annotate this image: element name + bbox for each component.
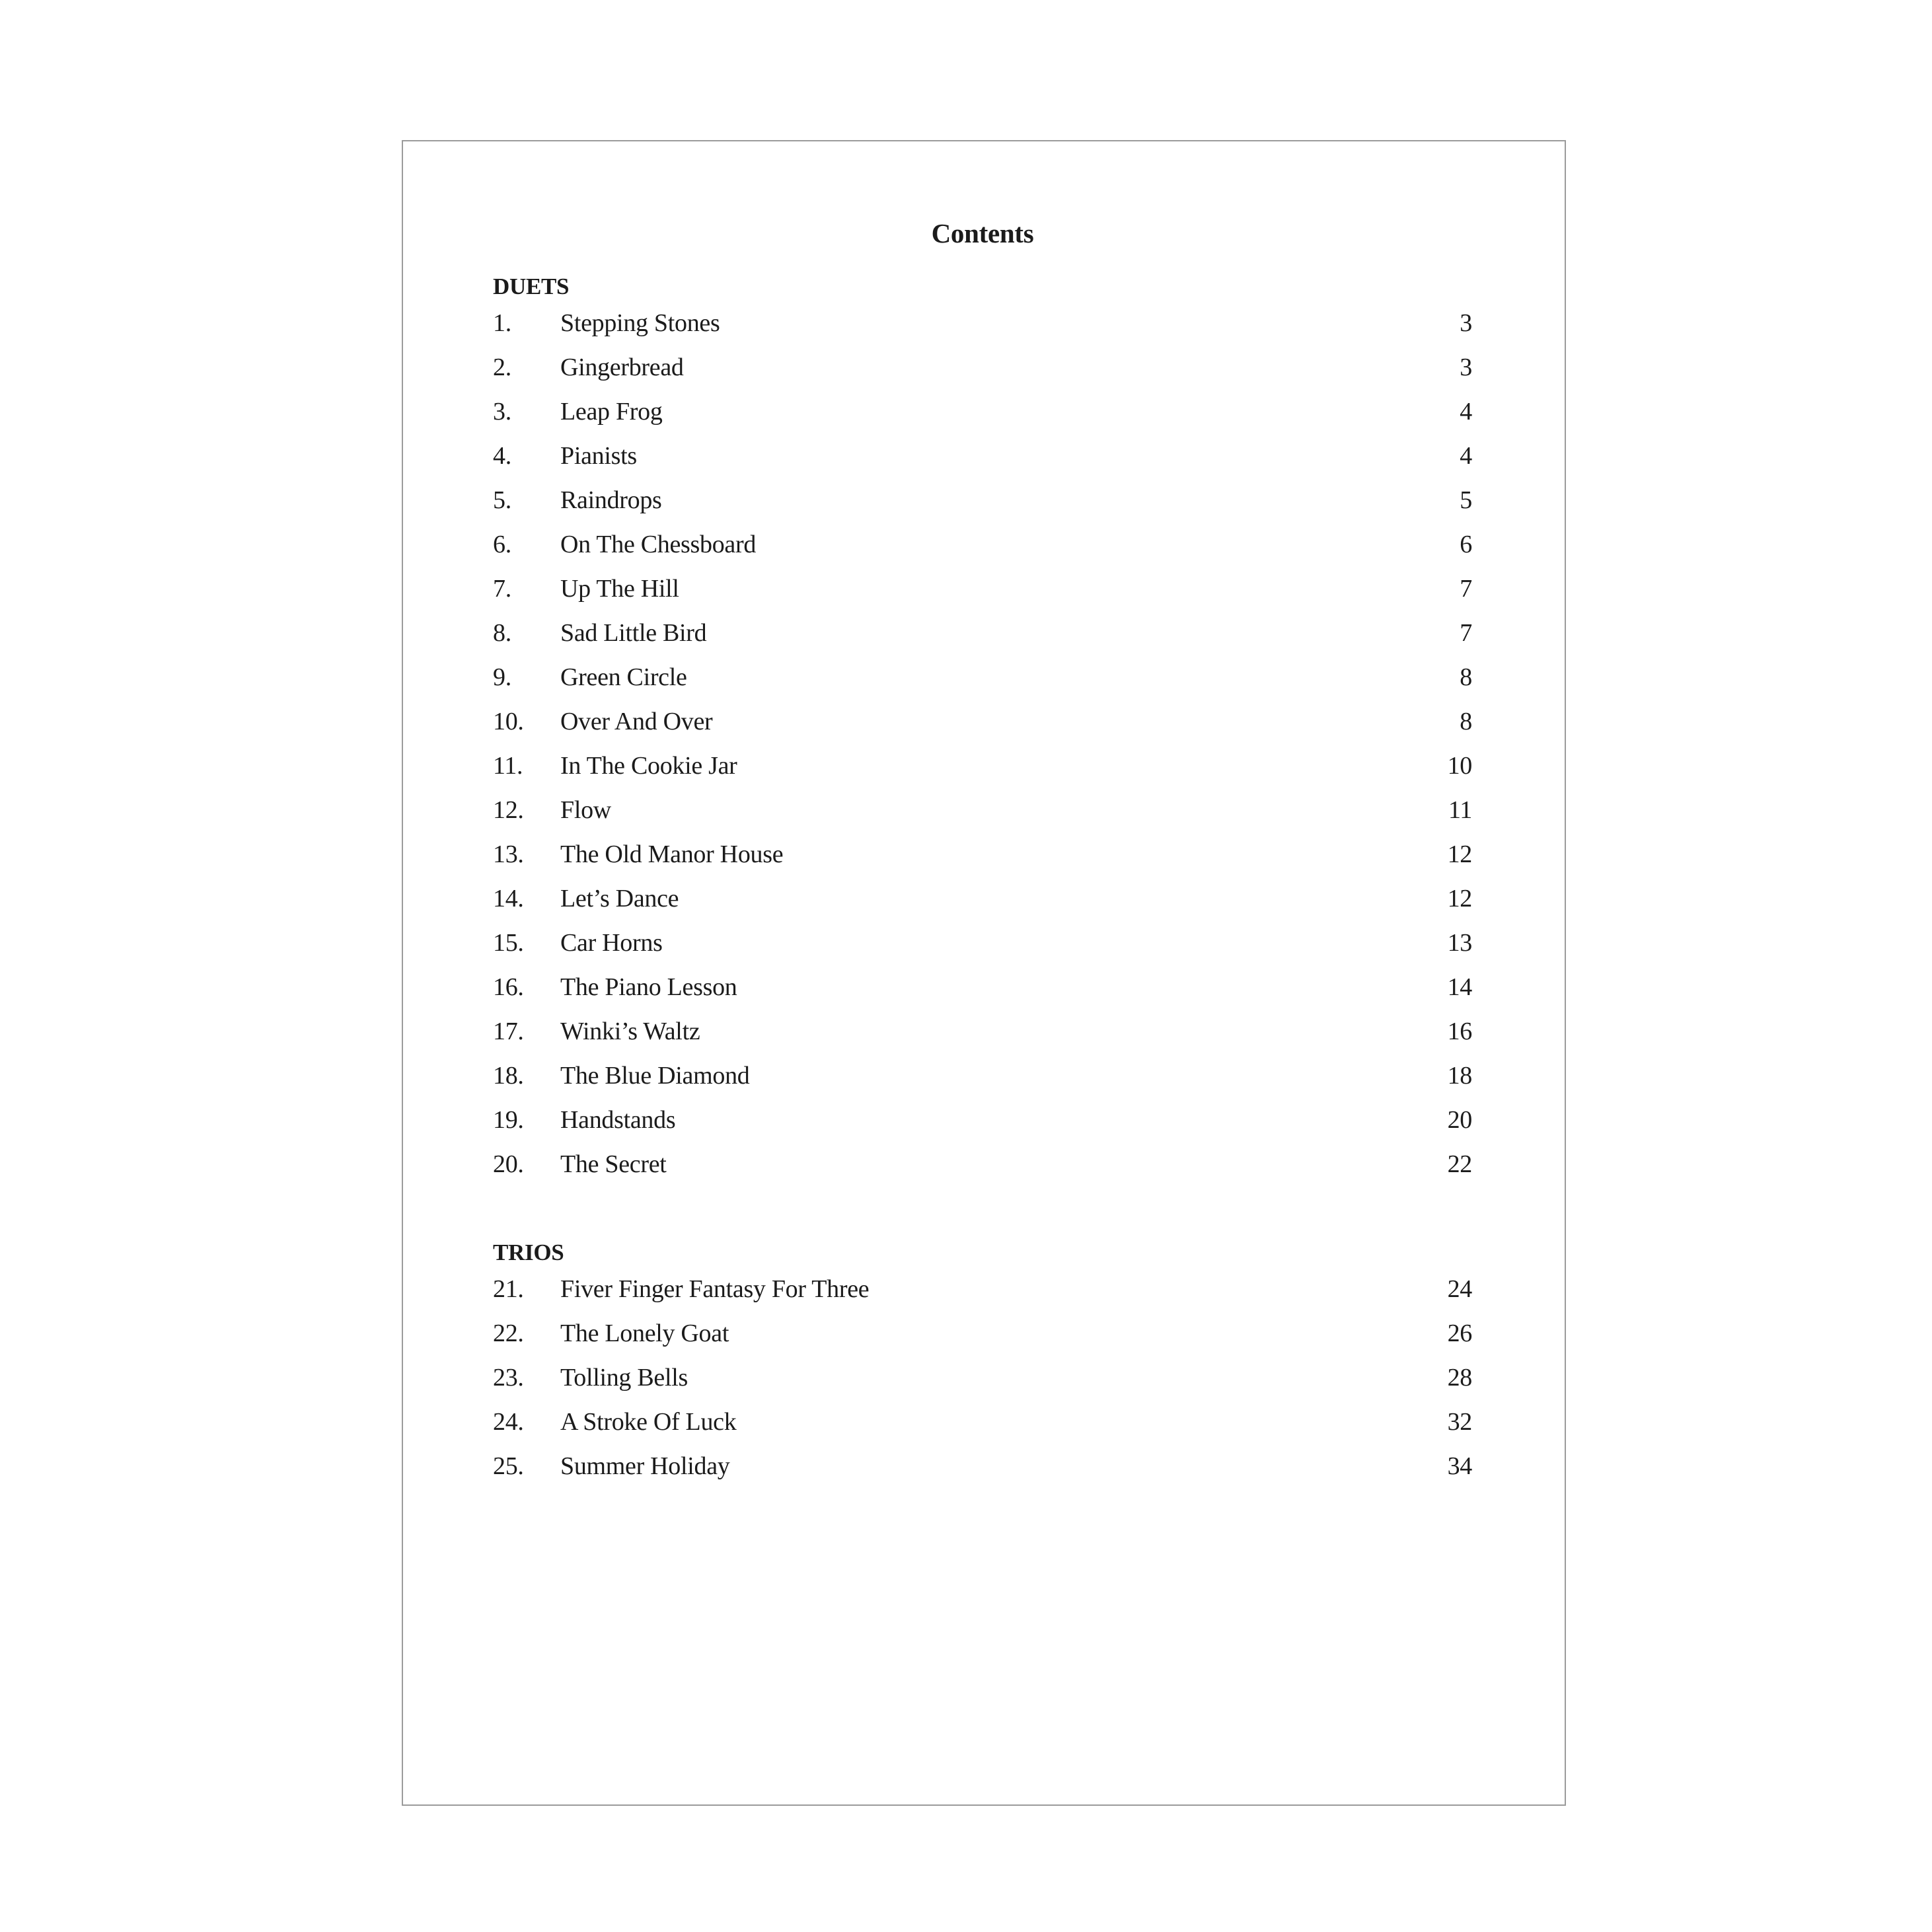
toc-row bbox=[493, 921, 1472, 965]
toc-entry-number: 15. bbox=[493, 929, 524, 957]
toc-entry-title: Leap Frog bbox=[560, 398, 663, 426]
toc-entry-number: 21. bbox=[493, 1275, 524, 1303]
toc-entry-page: 8 bbox=[1460, 663, 1472, 691]
toc-entry-number: 11. bbox=[493, 752, 523, 780]
toc-row bbox=[493, 611, 1472, 655]
toc-row bbox=[493, 478, 1472, 523]
toc-entry-title: Gingerbread bbox=[560, 353, 684, 381]
toc-entry-number: 10. bbox=[493, 708, 524, 735]
toc-entry-title: Let’s Dance bbox=[560, 885, 679, 912]
toc-entry-page: 7 bbox=[1460, 575, 1472, 603]
toc-entry-page: 20 bbox=[1447, 1106, 1472, 1134]
toc-entry-number: 2. bbox=[493, 353, 511, 381]
toc-entry-page: 24 bbox=[1447, 1275, 1472, 1303]
section-heading-trios: TRIOS bbox=[493, 1240, 564, 1265]
toc-row bbox=[493, 965, 1472, 1010]
toc-row bbox=[493, 346, 1472, 390]
toc-entry-number: 22. bbox=[493, 1319, 524, 1347]
toc-entry-page: 22 bbox=[1447, 1150, 1472, 1178]
toc-entry-page: 12 bbox=[1447, 840, 1472, 868]
toc-entry-title: Sad Little Bird bbox=[560, 619, 707, 647]
toc-row bbox=[493, 1444, 1472, 1489]
toc-row bbox=[493, 1400, 1472, 1444]
toc-row bbox=[493, 567, 1472, 611]
toc-row bbox=[493, 434, 1472, 478]
toc-entry-title: The Secret bbox=[560, 1150, 667, 1178]
section-heading-duets: DUETS bbox=[493, 274, 570, 299]
toc-entry-number: 23. bbox=[493, 1364, 524, 1392]
toc-entry-number: 18. bbox=[493, 1062, 524, 1090]
toc-entry-title: Car Horns bbox=[560, 929, 663, 957]
toc-entry-title: Over And Over bbox=[560, 708, 713, 735]
toc-entry-title: In The Cookie Jar bbox=[560, 752, 737, 780]
toc-entry-page: 16 bbox=[1447, 1018, 1472, 1045]
toc-entry-page: 4 bbox=[1460, 442, 1472, 470]
toc-entry-page: 14 bbox=[1447, 973, 1472, 1001]
toc-row bbox=[493, 833, 1472, 877]
toc-entry-title: Winki’s Waltz bbox=[560, 1018, 700, 1045]
toc-entry-page: 7 bbox=[1460, 619, 1472, 647]
toc-entry-number: 14. bbox=[493, 885, 524, 912]
toc-entry-number: 16. bbox=[493, 973, 524, 1001]
toc-entry-page: 11 bbox=[1448, 796, 1472, 824]
toc-row bbox=[493, 1098, 1472, 1142]
toc-row bbox=[493, 523, 1472, 567]
toc-entry-page: 28 bbox=[1447, 1364, 1472, 1392]
toc-entry-number: 8. bbox=[493, 619, 511, 647]
toc-entry-title: The Lonely Goat bbox=[560, 1319, 729, 1347]
toc-entry-title: On The Chessboard bbox=[560, 531, 757, 558]
toc-row bbox=[493, 1054, 1472, 1098]
toc-entry-number: 25. bbox=[493, 1452, 524, 1480]
toc-entry-page: 8 bbox=[1460, 708, 1472, 735]
toc-entry-title: The Piano Lesson bbox=[560, 973, 737, 1001]
toc-entry-number: 12. bbox=[493, 796, 524, 824]
toc-row bbox=[493, 877, 1472, 921]
toc-entry-number: 3. bbox=[493, 398, 511, 426]
toc-entry-page: 26 bbox=[1447, 1319, 1472, 1347]
toc-entry-title: A Stroke Of Luck bbox=[560, 1408, 737, 1436]
toc-entry-page: 3 bbox=[1460, 309, 1472, 337]
toc-entry-page: 12 bbox=[1447, 885, 1472, 912]
toc-entry-page: 18 bbox=[1447, 1062, 1472, 1090]
toc-row bbox=[493, 700, 1472, 744]
toc-entry-number: 17. bbox=[493, 1018, 524, 1045]
toc-entry-title: Tolling Bells bbox=[560, 1364, 688, 1392]
toc-entry-title: Green Circle bbox=[560, 663, 687, 691]
toc-row bbox=[493, 1356, 1472, 1400]
toc-row bbox=[493, 655, 1472, 700]
toc-entry-title: The Old Manor House bbox=[560, 840, 784, 868]
toc-row bbox=[493, 788, 1472, 833]
toc-entry-title: Flow bbox=[560, 796, 611, 824]
toc-entry-title: The Blue Diamond bbox=[560, 1062, 750, 1090]
toc-row bbox=[493, 744, 1472, 788]
toc-entry-number: 7. bbox=[493, 575, 511, 603]
toc-row bbox=[493, 1010, 1472, 1054]
toc-entry-page: 13 bbox=[1447, 929, 1472, 957]
toc-entry-title: Stepping Stones bbox=[560, 309, 720, 337]
toc-row bbox=[493, 1267, 1472, 1312]
toc-entry-number: 24. bbox=[493, 1408, 524, 1436]
contents-page bbox=[402, 140, 1566, 1806]
toc-row bbox=[493, 1142, 1472, 1187]
toc-list-duets bbox=[493, 301, 1472, 1187]
toc-row bbox=[493, 1312, 1472, 1356]
toc-entry-page: 34 bbox=[1447, 1452, 1472, 1480]
toc-entry-number: 13. bbox=[493, 840, 524, 868]
toc-entry-number: 1. bbox=[493, 309, 511, 337]
toc-entry-title: Raindrops bbox=[560, 486, 662, 514]
toc-entry-number: 5. bbox=[493, 486, 511, 514]
toc-entry-page: 5 bbox=[1460, 486, 1472, 514]
toc-entry-page: 6 bbox=[1460, 531, 1472, 558]
toc-entry-number: 19. bbox=[493, 1106, 524, 1134]
toc-entry-title: Fiver Finger Fantasy For Three bbox=[560, 1275, 870, 1303]
toc-entry-number: 6. bbox=[493, 531, 511, 558]
toc-list-trios bbox=[493, 1267, 1472, 1489]
page-title: Contents bbox=[931, 218, 1034, 248]
toc-entry-title: Handstands bbox=[560, 1106, 676, 1134]
toc-entry-page: 4 bbox=[1460, 398, 1472, 426]
toc-entry-page: 3 bbox=[1460, 353, 1472, 381]
toc-entry-number: 4. bbox=[493, 442, 511, 470]
toc-entry-title: Pianists bbox=[560, 442, 637, 470]
toc-entry-page: 32 bbox=[1447, 1408, 1472, 1436]
toc-entry-number: 20. bbox=[493, 1150, 524, 1178]
toc-entry-title: Up The Hill bbox=[560, 575, 679, 603]
toc-row bbox=[493, 390, 1472, 434]
toc-entry-title: Summer Holiday bbox=[560, 1452, 730, 1480]
toc-row bbox=[493, 301, 1472, 346]
toc-entry-page: 10 bbox=[1447, 752, 1472, 780]
toc-entry-number: 9. bbox=[493, 663, 511, 691]
